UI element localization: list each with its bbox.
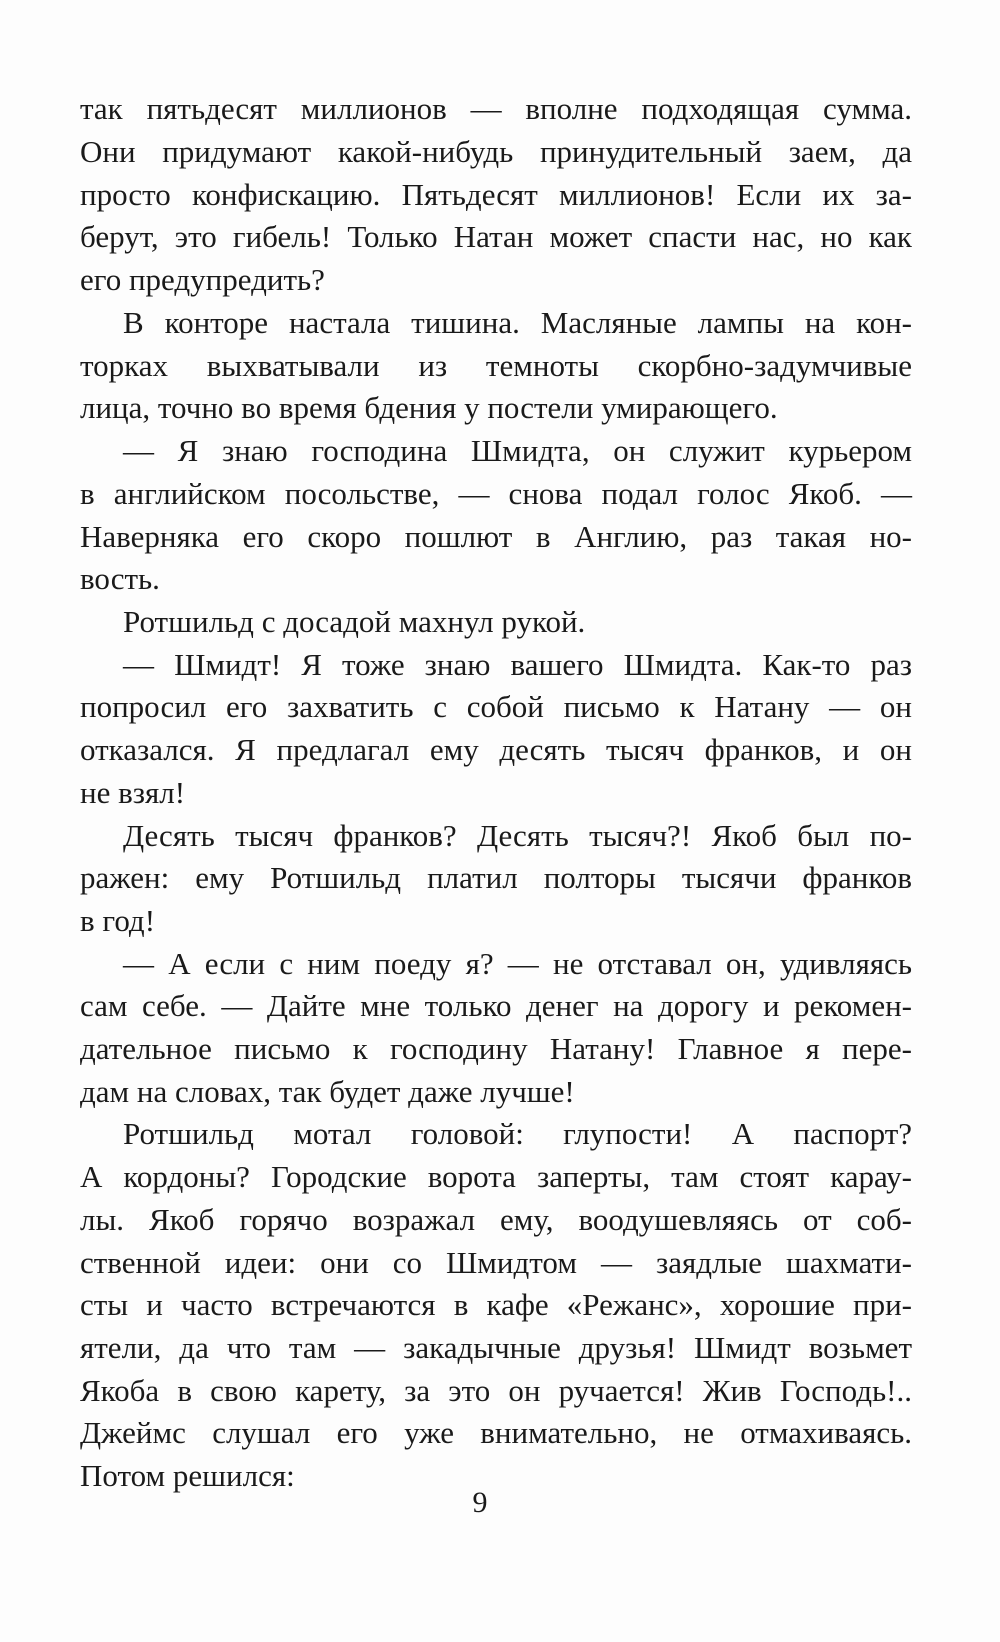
text-line: дам на словах, так будет даже лучше!: [80, 1074, 575, 1109]
text-line: отказался. Я предлагал ему десять тысяч франков, и он: [80, 732, 912, 767]
text-line: сам себе. — Дайте мне только денег на дорогу и рекомен-: [80, 988, 912, 1023]
text-line: его предупредить?: [80, 262, 325, 297]
text-line: лица, точно во время бдения у постели умирающего.: [80, 390, 778, 425]
text-line: лы. Якоб горячо возражал ему, воодушевляясь от соб-: [80, 1202, 912, 1237]
text-line: дательное письмо к господину Натану! Главное я пере-: [80, 1031, 912, 1066]
text-line: в английском посольстве, — снова подал голос Якоб. —: [80, 476, 912, 511]
page-number: 9: [472, 1486, 488, 1519]
text-line: ятели, да что там — закадычные друзья! Шмидт возьмет: [80, 1330, 912, 1365]
text-line: в год!: [80, 903, 156, 938]
text-line: ражен: ему Ротшильд платил полторы тысячи франков: [80, 860, 912, 895]
text-line: ственной идеи: они со Шмидтом — заядлые шахмати-: [80, 1245, 912, 1280]
paragraph-first-line: — А если с ним поеду я? — не отставал он, удивляясь: [123, 946, 912, 981]
text-line: Потом решился:: [80, 1458, 295, 1493]
paragraph-first-line: — Я знаю господина Шмидта, он служит курьером: [123, 433, 912, 468]
paragraph-first-line: В конторе настала тишина. Масляные лампы на кон-: [123, 305, 912, 340]
text-line: А кордоны? Городские ворота заперты, там стоят карау-: [80, 1159, 912, 1194]
text-line: Наверняка его скоро пошлют в Англию, раз такая но-: [80, 519, 912, 554]
text-line: так пятьдесят миллионов — вполне подходящая сумма.: [80, 91, 912, 126]
text-line: просто конфискацию. Пятьдесят миллионов! Если их за-: [80, 177, 912, 212]
text-line: торках выхватывали из темноты скорбно-задумчивые: [80, 348, 912, 383]
paragraph-first-line: Десять тысяч франков? Десять тысяч?! Якоб был по-: [123, 818, 912, 853]
text-line: сты и часто встречаются в кафе «Режанс», хорошие при-: [80, 1287, 912, 1322]
text-line: Джеймс слушал его уже внимательно, не отмахиваясь.: [80, 1415, 912, 1450]
text-line: не взял!: [80, 775, 186, 810]
text-line: Они придумают какой-нибудь принудительный заем, да: [80, 134, 912, 169]
paragraph-first-line: — Шмидт! Я тоже знаю вашего Шмидта. Как-то раз: [123, 647, 912, 682]
text-line: берут, это гибель! Только Натан может спасти нас, но как: [80, 219, 912, 254]
text-line: попросил его захватить с собой письмо к Натану — он: [80, 689, 912, 724]
paragraph-first-line: Ротшильд мотал головой: глупости! А паспорт?: [123, 1116, 912, 1151]
paragraph-first-line: Ротшильд с досадой махнул рукой.: [123, 604, 586, 639]
text-line: Якоба в свою карету, за это он ручается! Жив Господь!..: [80, 1373, 912, 1408]
text-line: вость.: [80, 561, 160, 596]
